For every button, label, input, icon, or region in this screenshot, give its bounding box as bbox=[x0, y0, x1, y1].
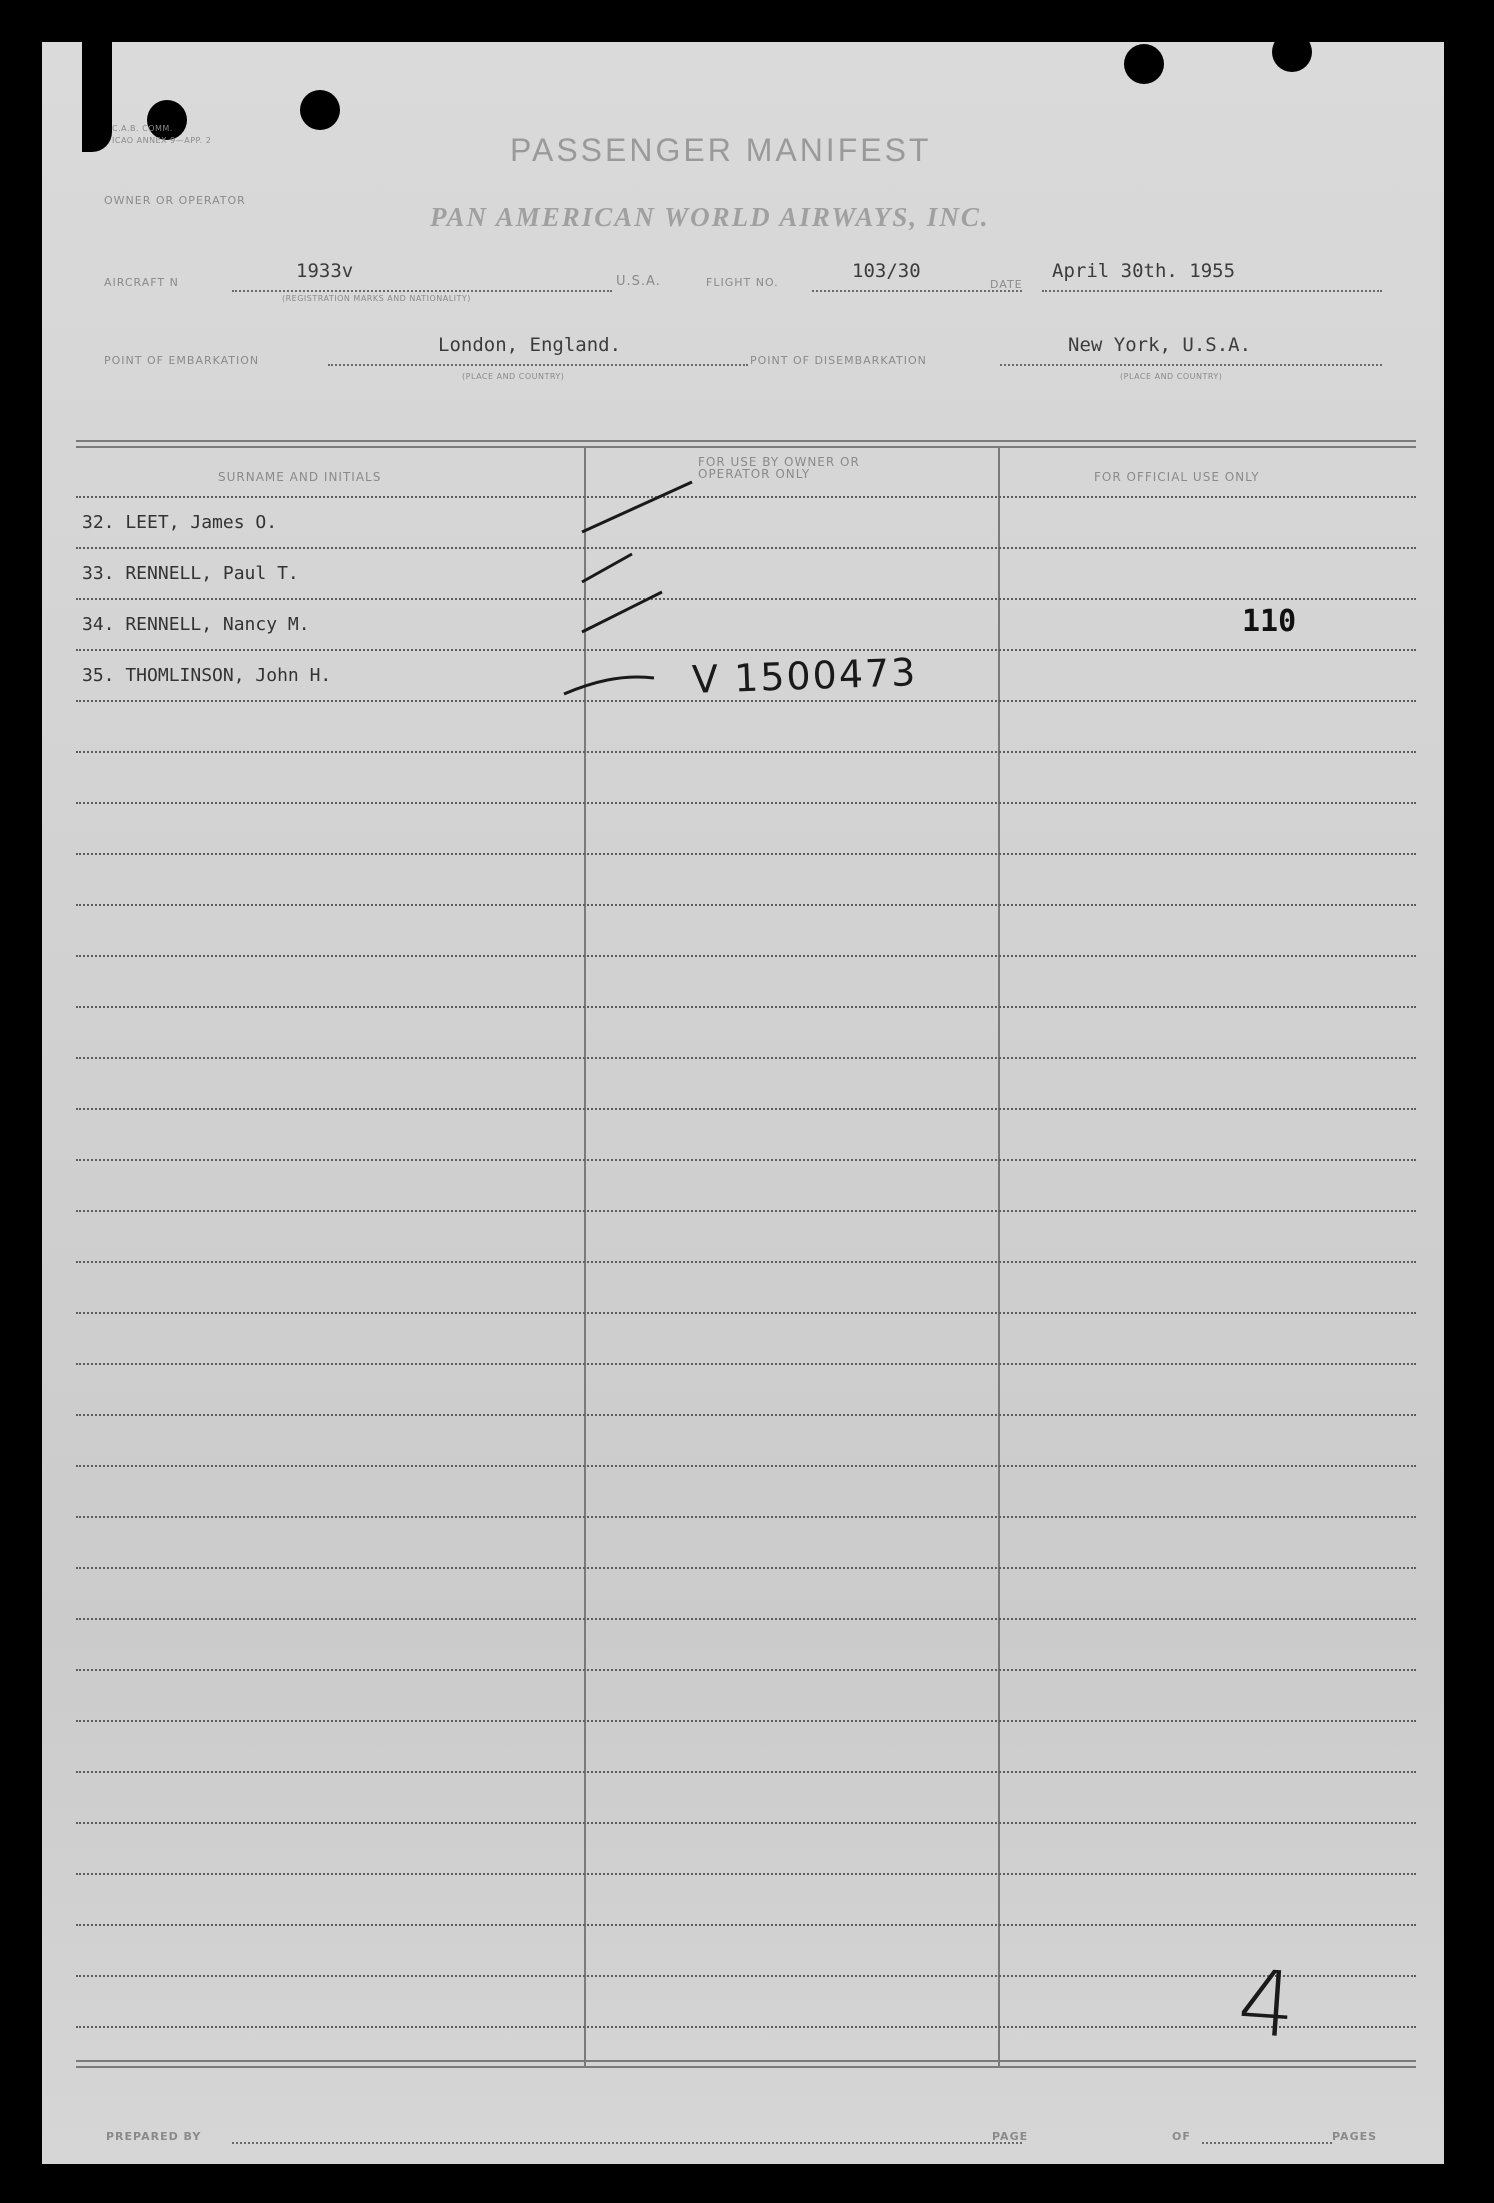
disembarkation-caption: (PLACE AND COUNTRY) bbox=[1120, 372, 1223, 381]
embarkation-value: London, England. bbox=[438, 334, 622, 356]
table-rule-line bbox=[76, 598, 1416, 600]
embarkation-caption: (PLACE AND COUNTRY) bbox=[462, 372, 565, 381]
table-rule-line bbox=[76, 1873, 1416, 1875]
form-reference-annex: ICAO ANNEX 9—APP. 2 bbox=[112, 136, 212, 145]
table-rule-line bbox=[76, 1924, 1416, 1926]
table-rule-line bbox=[76, 1312, 1416, 1314]
table-rule-line bbox=[76, 496, 1416, 498]
table-rule-line bbox=[76, 1261, 1416, 1263]
date-line bbox=[1042, 290, 1382, 292]
table-rule-line bbox=[76, 802, 1416, 804]
disembarkation-label: POINT OF DISEMBARKATION bbox=[750, 354, 927, 367]
flight-label: FLIGHT NO. bbox=[706, 276, 779, 289]
table-rule-line bbox=[76, 904, 1416, 906]
manifest-sheet bbox=[42, 42, 1444, 2164]
disembarkation-line bbox=[1000, 364, 1382, 366]
of-label: OF bbox=[1172, 2130, 1191, 2143]
form-reference: C.A.B. COMM. bbox=[112, 124, 173, 133]
table-bottom-border bbox=[76, 2060, 1416, 2062]
col-header-official-use: FOR OFFICIAL USE ONLY bbox=[1094, 470, 1260, 484]
flight-value: 103/30 bbox=[852, 260, 921, 282]
table-rule-line bbox=[76, 1159, 1416, 1161]
table-rule-line bbox=[76, 1618, 1416, 1620]
disembarkation-value: New York, U.S.A. bbox=[1068, 334, 1252, 356]
table-bottom-border-double bbox=[76, 2066, 1416, 2068]
table-rule-line bbox=[76, 547, 1416, 549]
punch-hole bbox=[300, 90, 340, 130]
usa-label: U.S.A. bbox=[616, 274, 661, 289]
table-rule-line bbox=[76, 1210, 1416, 1212]
table-rule-line bbox=[76, 1771, 1416, 1773]
pages-label: PAGES bbox=[1332, 2130, 1378, 2143]
table-row-name: 32. LEET, James O. bbox=[82, 512, 278, 533]
table-rule-line bbox=[76, 853, 1416, 855]
col-header-surname: SURNAME AND INITIALS bbox=[218, 470, 382, 484]
embarkation-label: POINT OF EMBARKATION bbox=[104, 354, 260, 367]
table-rule-line bbox=[76, 1363, 1416, 1365]
table-rule-line bbox=[76, 1057, 1416, 1059]
table-rule-line bbox=[76, 1975, 1416, 1977]
table-rule-line bbox=[76, 1567, 1416, 1569]
registration-caption: (REGISTRATION MARKS AND NATIONALITY) bbox=[282, 294, 471, 303]
table-top-border-double bbox=[76, 446, 1416, 448]
table-top-border bbox=[76, 440, 1416, 442]
table-row-name: 33. RENNELL, Paul T. bbox=[82, 563, 299, 584]
table-rule-line bbox=[76, 751, 1416, 753]
aircraft-value: 1933v bbox=[296, 260, 354, 282]
operator-name: PAN AMERICAN WORLD AIRWAYS, INC. bbox=[430, 202, 990, 232]
handwritten-page-number: 4 bbox=[1234, 1950, 1299, 2059]
aircraft-label: AIRCRAFT N bbox=[104, 276, 179, 289]
col-header-operator-use: FOR USE BY OWNER OR OPERATOR ONLY bbox=[698, 455, 860, 481]
handwritten-operator-number: V 1500473 bbox=[691, 650, 919, 702]
embarkation-line bbox=[328, 364, 748, 366]
table-rule-line bbox=[76, 1669, 1416, 1671]
prepared-label: PREPARED BY bbox=[106, 2130, 202, 2143]
table-rule-line bbox=[76, 1006, 1416, 1008]
page-label: PAGE bbox=[992, 2130, 1029, 2143]
table-rule-line bbox=[76, 700, 1416, 702]
table-rule-line bbox=[76, 649, 1416, 651]
table-row-name: 35. THOMLINSON, John H. bbox=[82, 665, 332, 686]
table-rule-line bbox=[76, 1720, 1416, 1722]
punch-hole bbox=[1272, 42, 1312, 72]
official-use-value: 110 bbox=[1242, 604, 1297, 639]
aircraft-line bbox=[232, 290, 612, 292]
page-title: PASSENGER MANIFEST bbox=[510, 132, 932, 168]
table-rule-line bbox=[76, 1465, 1416, 1467]
table-rule-line bbox=[76, 1516, 1416, 1518]
owner-label: OWNER OR OPERATOR bbox=[104, 194, 246, 207]
table-rule-line bbox=[76, 1414, 1416, 1416]
table-rule-line bbox=[76, 2026, 1416, 2028]
table-rule-line bbox=[76, 1108, 1416, 1110]
punch-hole bbox=[147, 100, 187, 140]
punch-hole bbox=[1124, 44, 1164, 84]
date-label: DATE bbox=[990, 278, 1023, 291]
torn-corner bbox=[82, 42, 112, 152]
of-line bbox=[1202, 2142, 1332, 2144]
prepared-line bbox=[232, 2142, 1022, 2144]
check-marks bbox=[562, 442, 742, 702]
table-rule-line bbox=[76, 1822, 1416, 1824]
table-row-name: 34. RENNELL, Nancy M. bbox=[82, 614, 310, 635]
table-rule-line bbox=[76, 955, 1416, 957]
column-divider bbox=[998, 448, 1000, 2068]
date-value: April 30th. 1955 bbox=[1052, 260, 1236, 282]
